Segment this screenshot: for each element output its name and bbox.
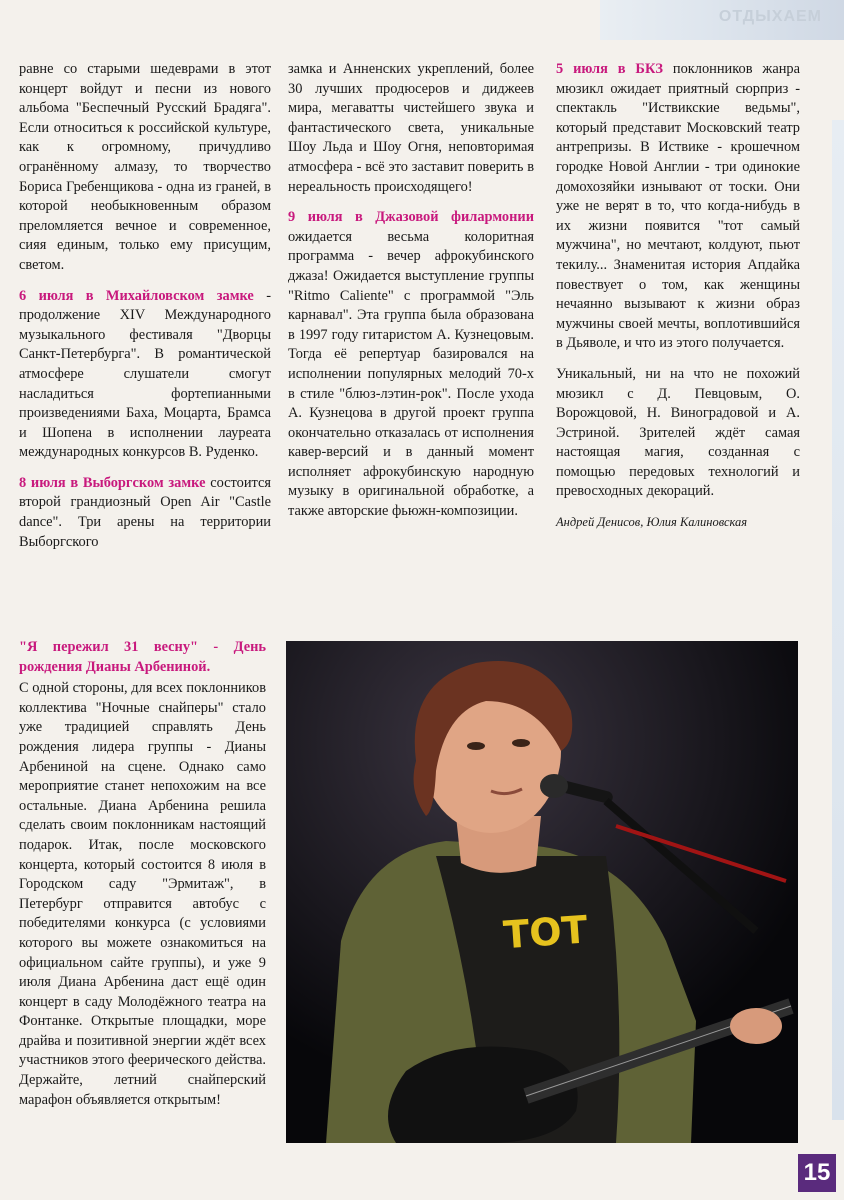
col1-paragraph-1: равне со старыми шедеврами в этот концерт войдут и песни из нового альбома "Беспечный Русский Брадяга". Если относиться к российской культуре, как к огромному, причудливо огранённому алмазу, то творчество Бориса Гребенщикова - одна из граней, в которой необыкновенным образом преломляется вечное и современное, сияя единым, только ему присущим, светом.	[19, 61, 271, 273]
event-heading-bkz: 5 июля в БКЗ	[556, 61, 663, 77]
col2-paragraph-2	[288, 208, 534, 522]
col1-paragraph-3	[19, 474, 271, 552]
col3-paragraph-1-body: поклонников жанра мюзикл ожидает приятный сюрприз - спектакль "Иствикские ведьмы", который представит Московский театр антрепризы. В Иствике - крошечном городке Новой Англии - три одинокие домохозяйки изнывают от тоски. Они уже не верят в то, что когда-нибудь в их жизни появится "тот самый мужчина", но мечтают, колдуют, пьют текилу... Знаменитая история Апдайка повествует о том, как женщины нечаянно вызывают к жизни образ мужчины своей мечты, воплотившийся в Дьяволе, и что из этого получается.	[556, 61, 800, 352]
col2-paragraph-2-body: ожидается весьма колоритная программа - вечер афрокубинского джаза! Ожидается выступление группы "Ritmo Caliente" с программой "Эль карнавал". Эта группа была образована в 1997 году гитаристом А. Кузнецовым. Тогда её репертуар базировался на исполнении популярных мелодий 70-х в стиле "блюз-лэтин-рок". После ухода А. Кузнецова в другой проект группа окончательно отказалась от исполнения кавер-версий и в данный момент исполняет афрокубинскую народную музыку в оригинальной обработке, а также авторские фьюжн-композиции.	[288, 228, 534, 520]
col1-paragraph-3-body: состоится второй грандиозный Open Air "Castle dance". Три арены на территории Выборгского	[19, 474, 271, 550]
page-number: 15	[798, 1154, 836, 1192]
col3-paragraph-2: Уникальный, ни на что не похожий мюзикл с Д. Певцовым, О. Ворожцовой, Н. Виноградовой и А. Эстриной. Зрителей ждёт самая настоящая магия, созданная с помощью передовых технологий и превосходных декораций.	[556, 365, 800, 500]
page-edge-decoration	[832, 120, 844, 1120]
singer-illustration	[286, 641, 798, 1143]
event-heading-vyborg: 8 июля в Выборгском замке	[19, 474, 206, 491]
event-heading-mikhailovsky: 6 июля в Михайловском замке	[19, 287, 254, 304]
author-signature: Андрей Денисов, Юлия Калиновская	[556, 515, 748, 530]
arbenina-article-body: С одной стороны, для всех поклонников коллектива "Ночные снайперы" стало уже традицией справлять День рождения лидера группы - Дианы Арбениной на сцене. Однако само мероприятие станет непохожим на все остальные. Диана Арбенина решила сделать своим поклонникам настоящий подарок. Итак, после московского концерта, который состоится 8 июля в Городском саду "Эрмитаж", в Петербург отправится автобус с победителями конкурса (с условиями которого вы можете ознакомиться на официальном сайте группы), и уже 9 июля Диана Арбенина даст ещё один концерт в саду Молодёжного театра на Фонтанке. Открытые площадки, море драйва и позитивной энергии ждёт всех участников этого феерического действа. Держайте, летний снайперский марафон объявляется открытым!	[19, 680, 266, 1108]
shirt-lettering: ТОТ	[501, 907, 590, 958]
col2-paragraph-1: замка и Анненских укреплений, более 30 лучших продюсеров и диджеев мира, мегаватты чистейшего звука и фантастического света, уникальные Шоу Льда и Шоу Огня, неповторимая атмосфера - всё это заставит поверить в нереальность происходящего!	[288, 61, 534, 195]
concert-photo	[286, 641, 798, 1143]
col1-paragraph-2-body: - продолжение XIV Международного музыкального фестиваля "Дворцы Санкт-Петербурга". В романтической атмосфере слушатели смогут насладиться фортепианными произведениями Баха, Моцарта, Брамса и Шопена в исполнении лауреата международных конкурсов В. Руденко.	[19, 287, 272, 461]
section-header-text: ОТДЫХАЕМ	[718, 8, 822, 25]
column-1	[19, 60, 271, 563]
column-3	[556, 60, 800, 544]
col3-paragraph-1	[556, 60, 800, 354]
event-heading-arbenina: "Я пережил 31 весну" - День рождения Дианы Арбениной.	[19, 639, 266, 675]
section-header-band	[600, 0, 844, 40]
col1-paragraph-2	[19, 287, 271, 463]
event-heading-jazz: 9 июля в Джазовой филармонии	[288, 209, 534, 226]
column-1-bottom	[19, 638, 266, 1121]
column-2	[288, 60, 534, 533]
